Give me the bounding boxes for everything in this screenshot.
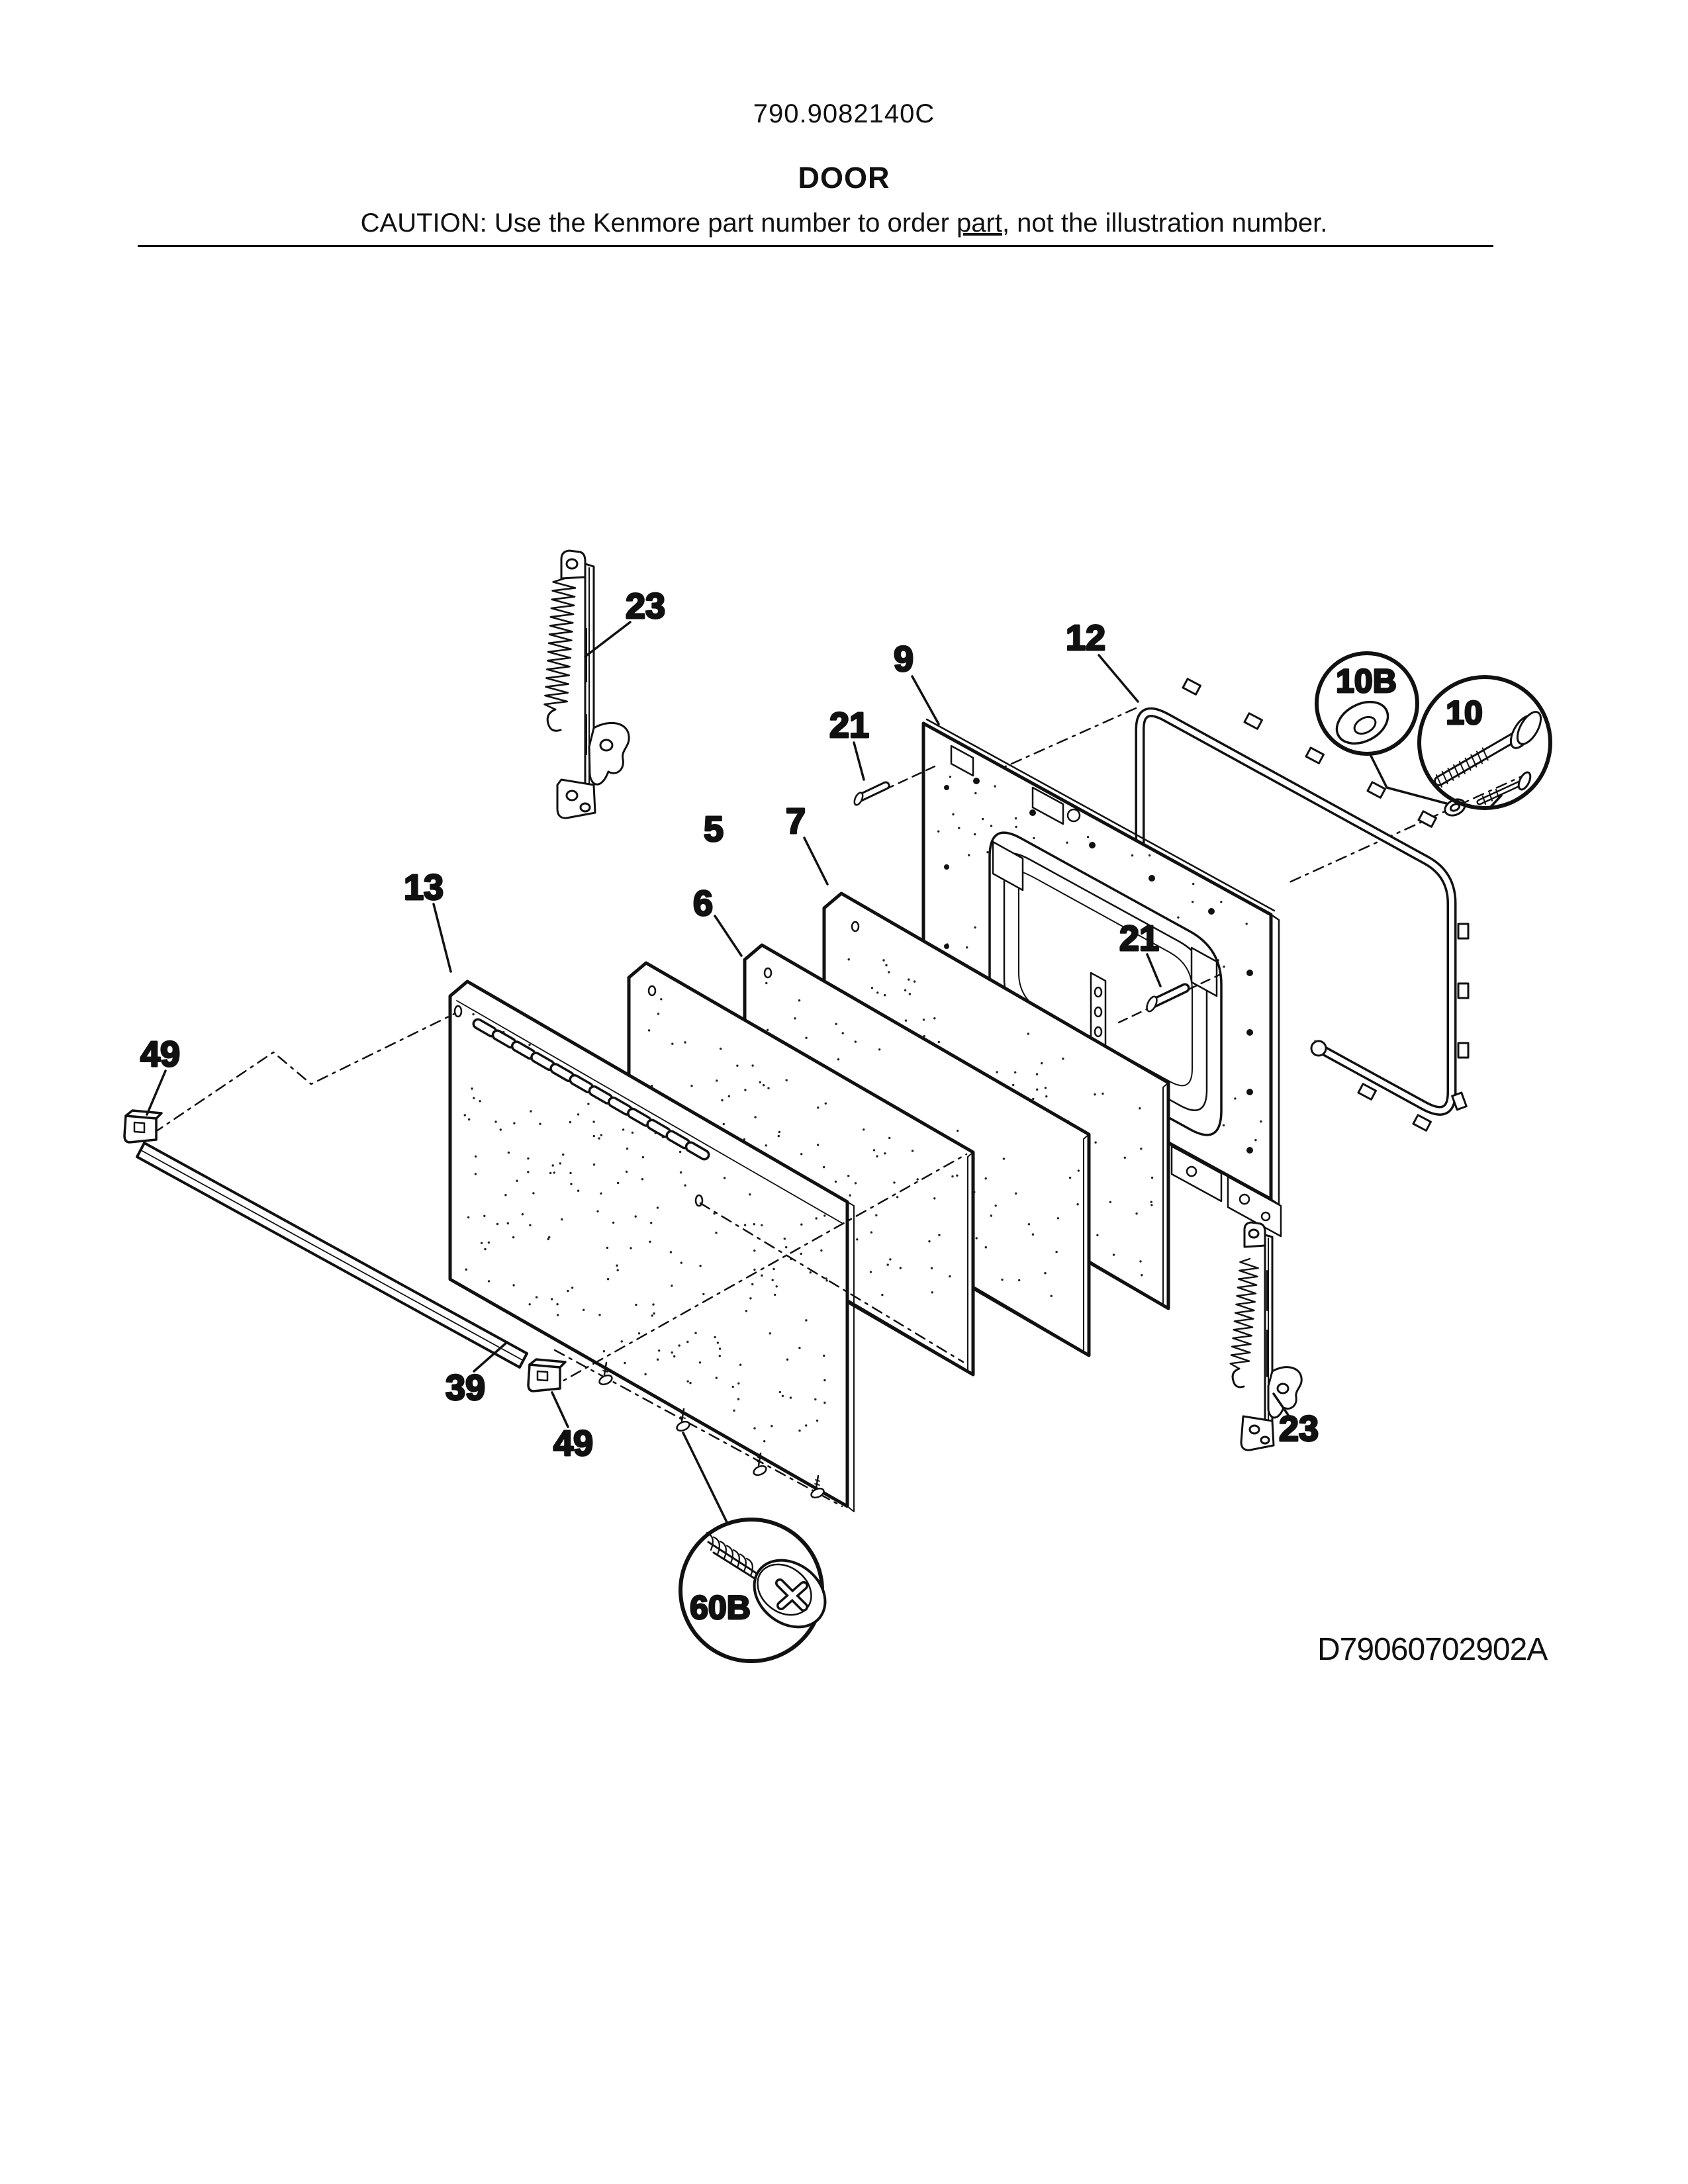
part-callout-13: 13 — [403, 868, 444, 907]
spring-hook — [1233, 1369, 1244, 1387]
callout-leader-6 — [715, 916, 741, 956]
hardware-axis-dash — [1289, 773, 1529, 882]
hinge-spring — [545, 578, 576, 709]
part-callout-7: 7 — [785, 801, 806, 841]
trim-zigzag-dash — [154, 1014, 454, 1133]
trim-end-cap-right — [528, 1359, 565, 1391]
caution-prefix: CAUTION: Use the Kenmore part number to order — [360, 208, 957, 238]
trim-end-cap-left — [124, 1111, 162, 1142]
callout-leader-7 — [804, 838, 827, 884]
part-callout-5: 5 — [703, 809, 724, 849]
callout-leader-13 — [434, 904, 451, 972]
callout-leader-9 — [912, 676, 939, 724]
washer-detail-art — [1330, 694, 1395, 752]
callout-leader-12 — [1099, 655, 1138, 702]
page-title: DOOR — [798, 161, 890, 195]
leader-60B — [683, 1433, 727, 1522]
part-callout-23: 23 — [625, 586, 666, 626]
part-callout-49: 49 — [140, 1034, 181, 1074]
caution-underlined-word: part — [957, 208, 1002, 238]
callout-leader-49 — [552, 1392, 568, 1427]
part-callout-39: 39 — [445, 1368, 486, 1408]
callout-leader-21 — [854, 743, 864, 780]
diagram-id-code: D79060702902A — [1317, 1632, 1548, 1667]
part-callout-49: 49 — [553, 1424, 594, 1463]
part-callout-21: 21 — [829, 705, 870, 745]
model-number: 790.9082140C — [753, 99, 935, 128]
detail-circle-10 — [1419, 677, 1550, 808]
detail-circle-label-60B: 60B — [690, 1589, 751, 1626]
hinge-assembly-top-left — [545, 551, 630, 818]
gasket-bolt — [1479, 770, 1532, 804]
part-callout-21: 21 — [1119, 919, 1160, 958]
part-callout-6: 6 — [692, 884, 714, 923]
spring-hook — [547, 709, 561, 731]
hinge-latch — [589, 723, 629, 784]
part-callout-23: 23 — [1278, 1409, 1319, 1449]
detail-circle-label-10: 10 — [1446, 694, 1483, 731]
callout-leader-49 — [147, 1071, 165, 1115]
gasket-end-cap — [1311, 1041, 1326, 1056]
part-callout-9: 9 — [893, 639, 914, 679]
hinge-spring — [1231, 1259, 1258, 1369]
part-callout-12: 12 — [1065, 618, 1106, 658]
detail-circle-label-10B: 10B — [1336, 662, 1397, 700]
caution-suffix: , not the illustration number. — [1002, 208, 1328, 238]
